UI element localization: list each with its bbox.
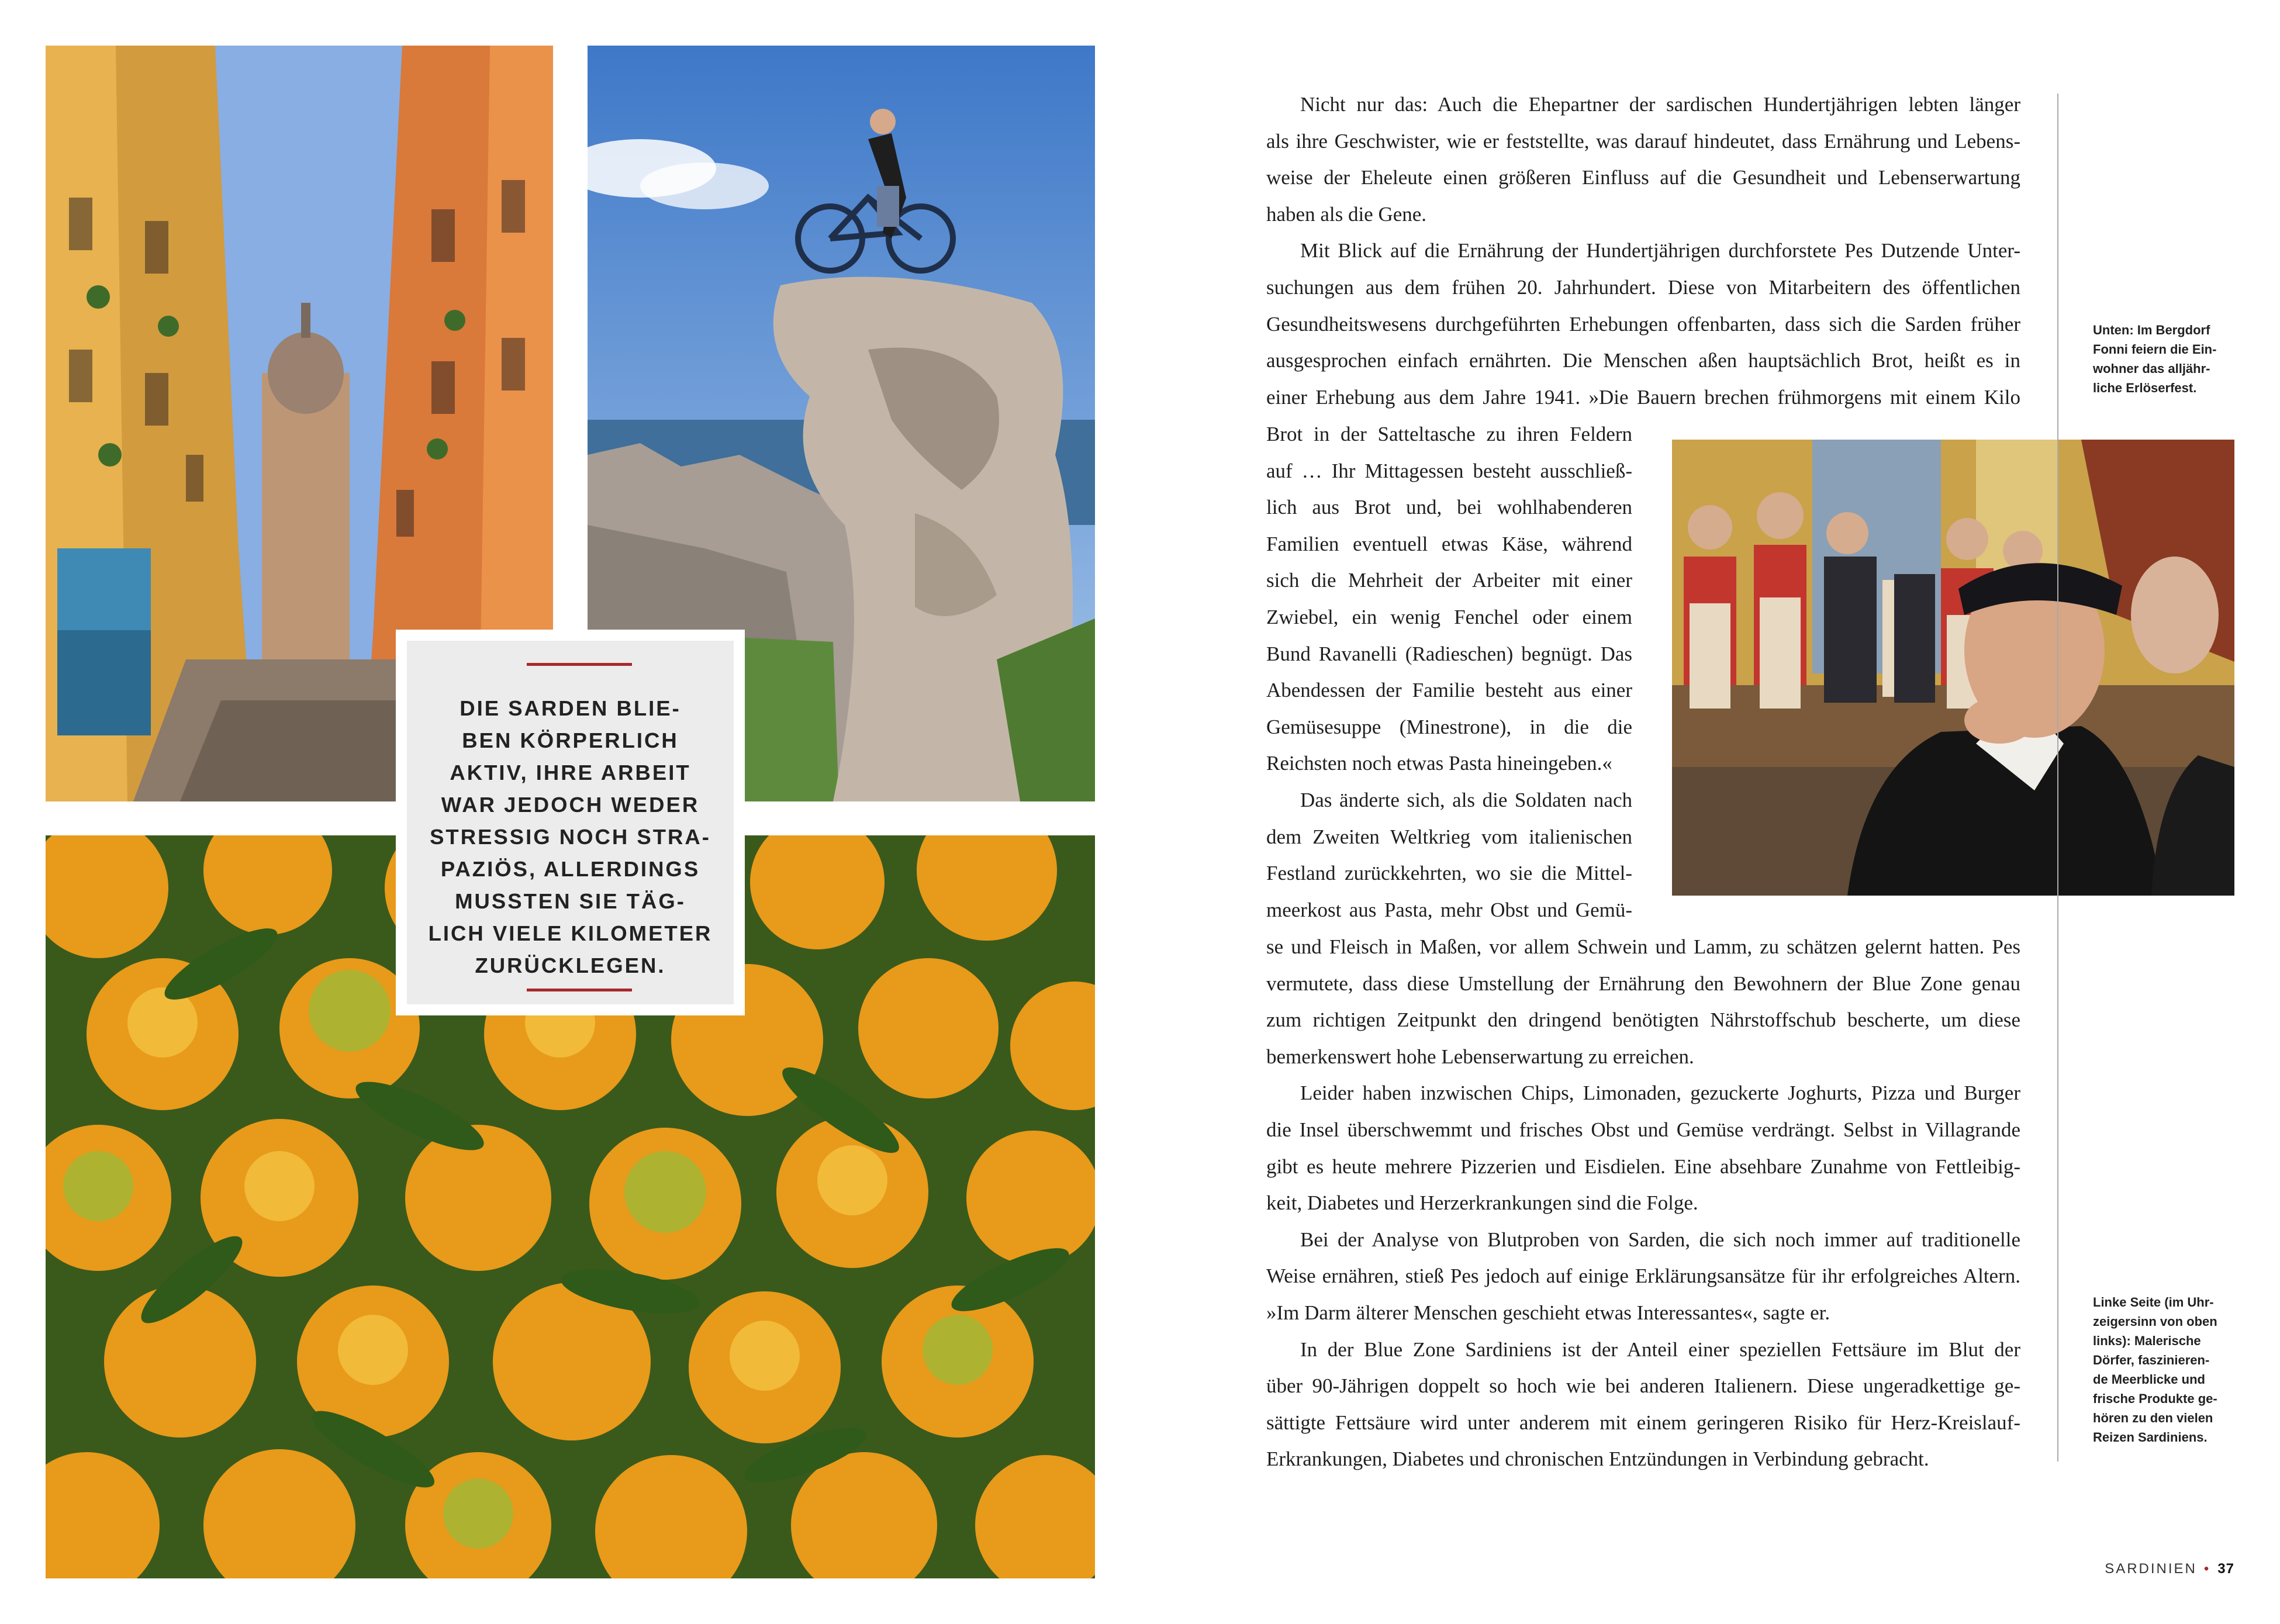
paragraph-line: »Im Darm älterer Menschen geschieht etwas Interessantes«, sagte er. — [1266, 1301, 1830, 1324]
paragraph-line: Bund Ravanelli (Radieschen) begnügt. Das — [1266, 642, 1632, 665]
paragraph-line: lich aus Brot und, bei wohlhabenderen — [1266, 496, 1632, 519]
paragraph-line: se und Fleisch in Maßen, vor allem Schwein und Lamm, zu schätzen gelernt hatten. Pes — [1266, 935, 2020, 958]
paragraph-line: Erkrankungen, Diabetes und chronischen Entzündungen in Verbindung gebracht. — [1266, 1447, 1929, 1471]
paragraph-line: zum richtigen Zeitpunkt den dringend benötigten Nährstoffschub bescherte, um diese — [1266, 1008, 2020, 1032]
pull-quote-text: DIE SARDEN BLIE- BEN KÖRPERLICH AKTIV, IHRE ARBEIT WAR JEDOCH WEDER STRESSIG NOCH STRA- PAZIÖS, ALLERDINGS MUSSTEN SIE TÄG- LICH VIELE KILOMETER ZURÜCKLEGEN. — [428, 696, 713, 977]
paragraph-line: Brot in der Satteltasche zu ihren Feldern — [1266, 423, 1632, 445]
paragraph-line: auf … Ihr Mittagessen besteht ausschließ- — [1266, 459, 1632, 482]
paragraph-line: Gesundheitswesens durchgeführten Erhebungen offenbarten, dass sich die Sarden früher — [1266, 312, 2020, 336]
paragraph-line: dem Zweiten Weltkrieg vom italienischen — [1266, 825, 1632, 848]
paragraph-line: Familien eventuell etwas Käse, während — [1266, 532, 1632, 555]
paragraph-line: Bei der Analyse von Blutproben von Sarden, die sich noch immer auf traditionelle — [1300, 1228, 2020, 1251]
paragraph-line: bemerkenswert hohe Lebenserwartung zu erreichen. — [1266, 1045, 1694, 1068]
paragraph-line: Festland zurückkehrten, wo sie die Mittel- — [1266, 862, 1632, 885]
page-folio — [2105, 1561, 2234, 1577]
body-text-narrow — [1266, 416, 1632, 928]
paragraph-line: haben als die Gene. — [1266, 202, 1427, 226]
body-text-top — [1266, 87, 2020, 416]
paragraph-line: suchungen aus dem frühen 20. Jahrhundert. Diese von Mitarbeitern des öffentlichen — [1266, 275, 2020, 299]
folio-separator: • — [2203, 1561, 2211, 1577]
paragraph-line: sättigte Fettsäure wird unter anderem mit einem geringeren Risiko für Herz-Kreislauf- — [1266, 1411, 2020, 1434]
margin-rule — [2057, 94, 2058, 1461]
paragraph-line: die Insel überschwemmt und frisches Obst und Gemüse verdrängt. Selbst in Villagrande — [1266, 1118, 2020, 1141]
paragraph-line: Weise ernähren, stieß Pes jedoch auf einige Erklärungsansätze für ihr erfolgreiches Altern. — [1266, 1264, 2020, 1288]
page-number: 37 — [2217, 1561, 2234, 1577]
paragraph-line: keit, Diabetes und Herzerkrankungen sind die Folge. — [1266, 1191, 1698, 1215]
paragraph-line: Abendessen der Familie besteht aus einer — [1266, 679, 1632, 702]
paragraph-line: Nicht nur das: Auch die Ehepartner der sardischen Hundertjährigen lebten länger — [1300, 93, 2020, 116]
pull-quote-box — [396, 630, 745, 1015]
paragraph-line: als ihre Geschwister, wie er feststellte, was darauf hindeutet, dass Ernährung und Lebens- — [1266, 129, 2020, 153]
caption-top: Unten: Im Bergdorf Fonni feiern die Ein- wohner das alljähr- liche Erlöserfest. — [2093, 323, 2217, 395]
folio-section: SARDINIEN — [2105, 1561, 2197, 1577]
paragraph-line: Das änderte sich, als die Soldaten nach — [1300, 788, 1632, 811]
paragraph-line: Leider haben inzwischen Chips, Limonaden, gezuckerte Joghurts, Pizza und Burger — [1300, 1081, 2020, 1105]
paragraph-line: Zwiebel, ein wenig Fenchel oder einem — [1266, 605, 1632, 628]
paragraph-line: weise der Eheleute einen größeren Einfluss auf die Gesundheit und Lebenserwartung — [1266, 166, 2020, 189]
paragraph-line: In der Blue Zone Sardiniens ist der Anteil einer speziellen Fettsäure im Blut der — [1300, 1338, 2020, 1361]
photo-festival-portrait — [1672, 440, 2234, 896]
paragraph-line: einer Erhebung aus dem Jahre 1941. »Die Bauern brechen frühmorgens mit einem Kilo — [1266, 385, 2020, 409]
paragraph-line: Reichsten noch etwas Pasta hineingeben.« — [1266, 752, 1612, 775]
paragraph-line: sich die Mehrheit der Arbeiter mit einer — [1266, 569, 1632, 592]
caption-bottom: Linke Seite (im Uhr- zeigersinn von oben links): Malerische Dörfer, faszinieren- de Meerblicke und frische Produkte ge- hören zu den vielen Reizen Sardiniens. — [2093, 1295, 2217, 1445]
paragraph-line: über 90-Jährigen doppelt so hoch wie bei anderen Italienern. Diese ungeradkettige ge- — [1266, 1374, 2020, 1398]
paragraph-line: meerkost aus Pasta, mehr Obst und Gemü- — [1266, 898, 1632, 921]
paragraph-line: ausgesprochen einfach ernährten. Die Menschen aßen hauptsächlich Brot, heißt es in — [1266, 349, 2020, 372]
paragraph-line: gibt es heute mehrere Pizzerien und Eisdielen. Eine absehbare Zunahme von Fettleibig- — [1266, 1155, 2020, 1178]
pull-quote-top-rule — [527, 663, 632, 666]
paragraph-line: Gemüsesuppe (Minestrone), in die die — [1266, 715, 1632, 738]
paragraph-line: Mit Blick auf die Ernährung der Hundertjährigen durchforstete Pes Dutzende Unter- — [1300, 239, 2020, 262]
pull-quote-bottom-rule — [527, 989, 632, 991]
body-text-bottom — [1266, 929, 2020, 1478]
paragraph-line: vermutete, dass diese Umstellung der Ernährung den Bewohnern der Blue Zone genau — [1266, 972, 2020, 995]
